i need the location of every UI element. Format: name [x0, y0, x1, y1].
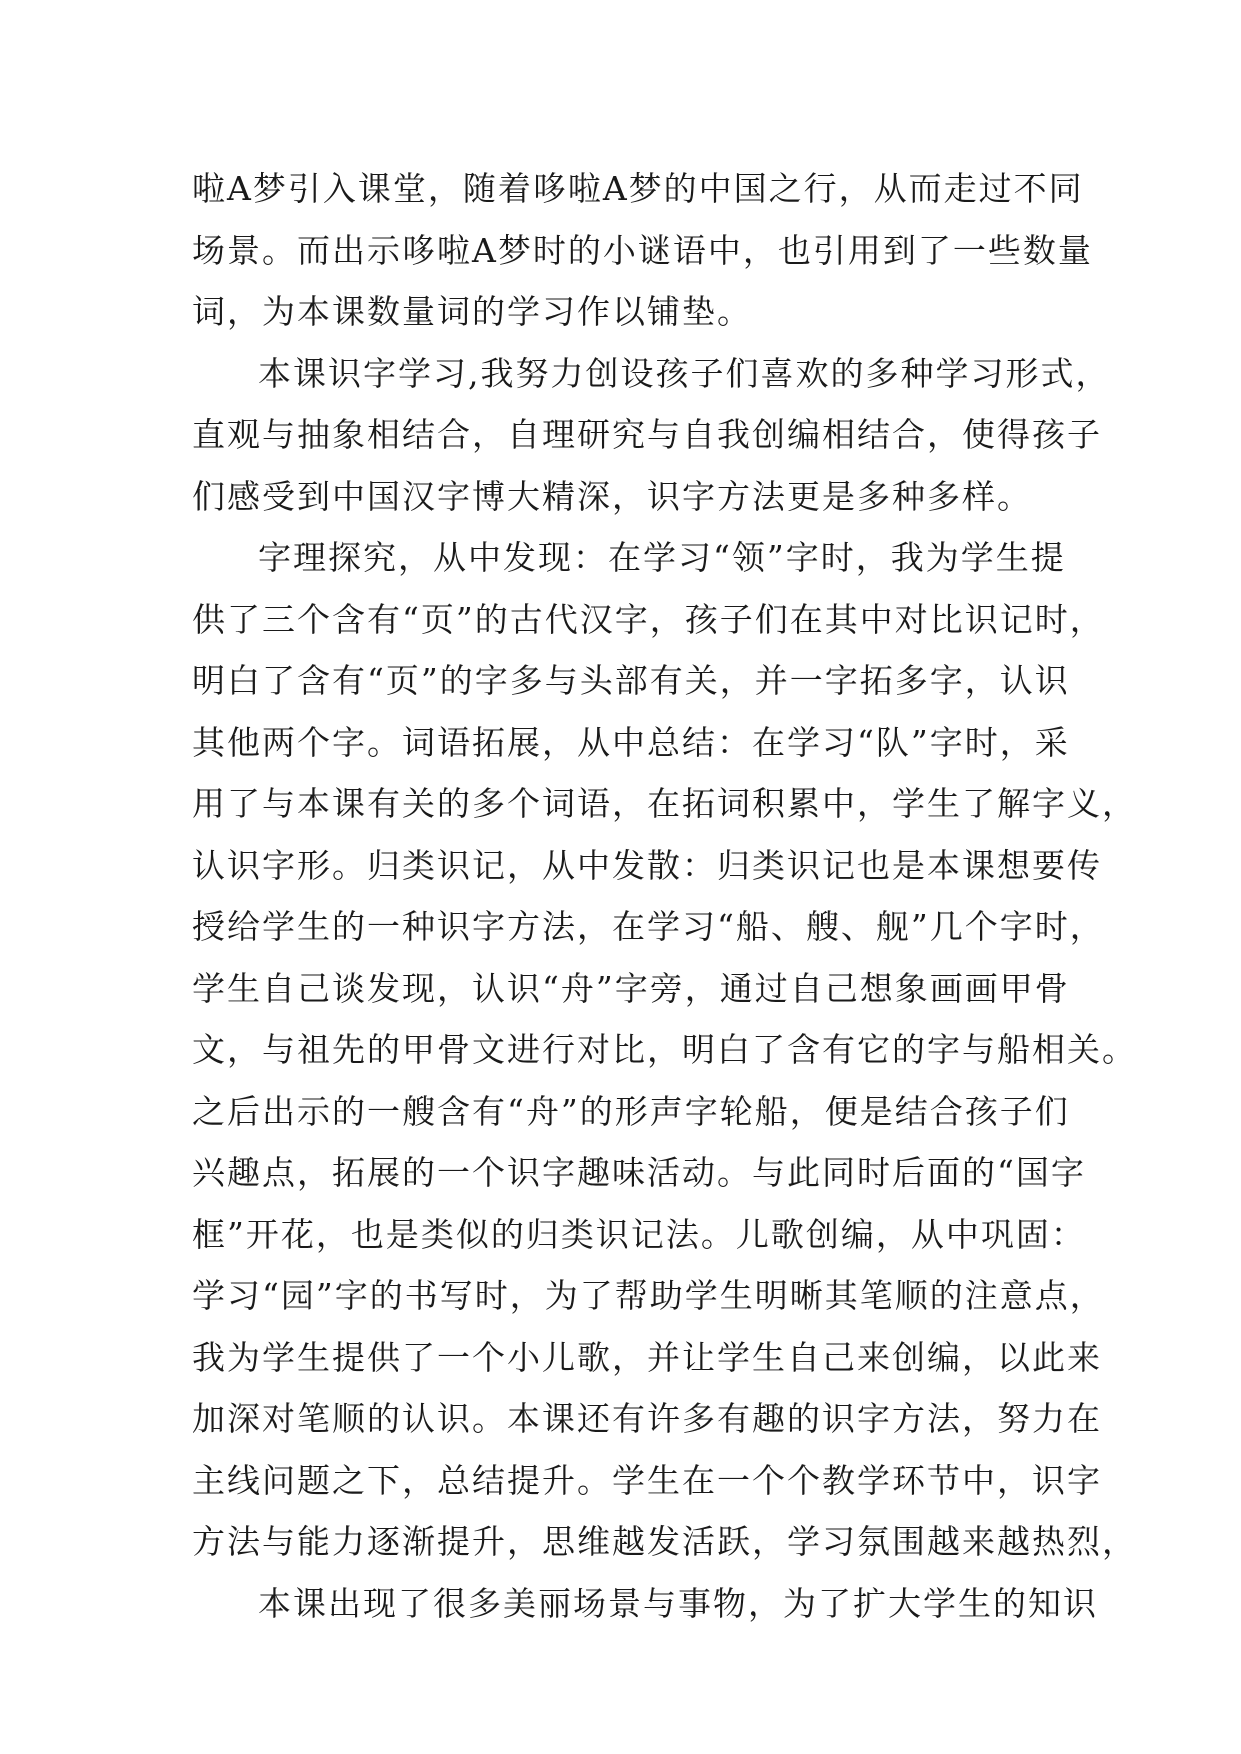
- paragraph-start-line: 字理探究，从中发现：在学习“领”字时，我为学生提: [258, 538, 1066, 577]
- text-line: 文，与祖先的甲骨文进行对比，明白了含有它的字与船相关。: [192, 1030, 1137, 1069]
- text-line: 啦A梦引入课堂，随着哆啦A梦的中国之行，从而走过不同: [192, 169, 1084, 208]
- text-line: 之后出示的一艘含有“舟”的形声字轮船，便是结合孩子们: [192, 1091, 1070, 1131]
- paragraph-start-line: 本课出现了很多美丽场景与事物，为了扩大学生的知识: [258, 1583, 1098, 1623]
- text-line: 主线问题之下，总结提升。学生在一个个教学环节中，识字: [192, 1460, 1102, 1500]
- text-line: 直观与抽象相结合，自理研究与自我创编相结合，使得孩子: [192, 415, 1102, 454]
- text-line: 我为学生提供了一个小儿歌，并让学生自己来创编，以此来: [192, 1337, 1102, 1377]
- text-line: 学生自己谈发现，认识“舟”字旁，通过自己想象画画甲骨: [192, 968, 1070, 1008]
- paragraph-start-line: 本课识字学习,我努力创设孩子们喜欢的多种学习形式，: [258, 353, 1111, 393]
- text-line: 明白了含有“页”的字多与头部有关，并一字拓多字，认识: [192, 661, 1070, 700]
- text-line: 框”开花，也是类似的归类识记法。儿歌创编，从中巩固：: [192, 1214, 1086, 1254]
- text-line: 供了三个含有“页”的古代汉字，孩子们在其中对比识记时，: [192, 599, 1105, 639]
- text-line: 用了与本课有关的多个词语，在拓词积累中，学生了解字义，: [192, 784, 1137, 823]
- text-line: 加深对笔顺的认识。本课还有许多有趣的识字方法，努力在: [192, 1399, 1102, 1438]
- text-line: 兴趣点，拓展的一个识字趣味活动。与此同时后面的“国字: [192, 1153, 1086, 1192]
- body-text: [192, 158, 1137, 1634]
- text-line: 学习“园”字的书写时，为了帮助学生明晰其笔顺的注意点，: [192, 1276, 1105, 1315]
- text-line: 授给学生的一种识字方法，在学习“船、艘、舰”几个字时，: [192, 907, 1105, 946]
- text-line: 认识字形。归类识记，从中发散：归类识记也是本课想要传: [192, 845, 1102, 885]
- text-line: 词，为本课数量词的学习作以铺垫。: [192, 292, 752, 331]
- text-line: 们感受到中国汉字博大精深，识字方法更是多种多样。: [192, 476, 1032, 516]
- text-line: 其他两个字。词语拓展，从中总结：在学习“队”字时，采: [192, 722, 1070, 762]
- text-line: 方法与能力逐渐提升，思维越发活跃，学习氛围越来越热烈，: [192, 1522, 1137, 1561]
- text-line: 场景。而出示哆啦A梦时的小谜语中，也引用到了一些数量: [192, 230, 1093, 270]
